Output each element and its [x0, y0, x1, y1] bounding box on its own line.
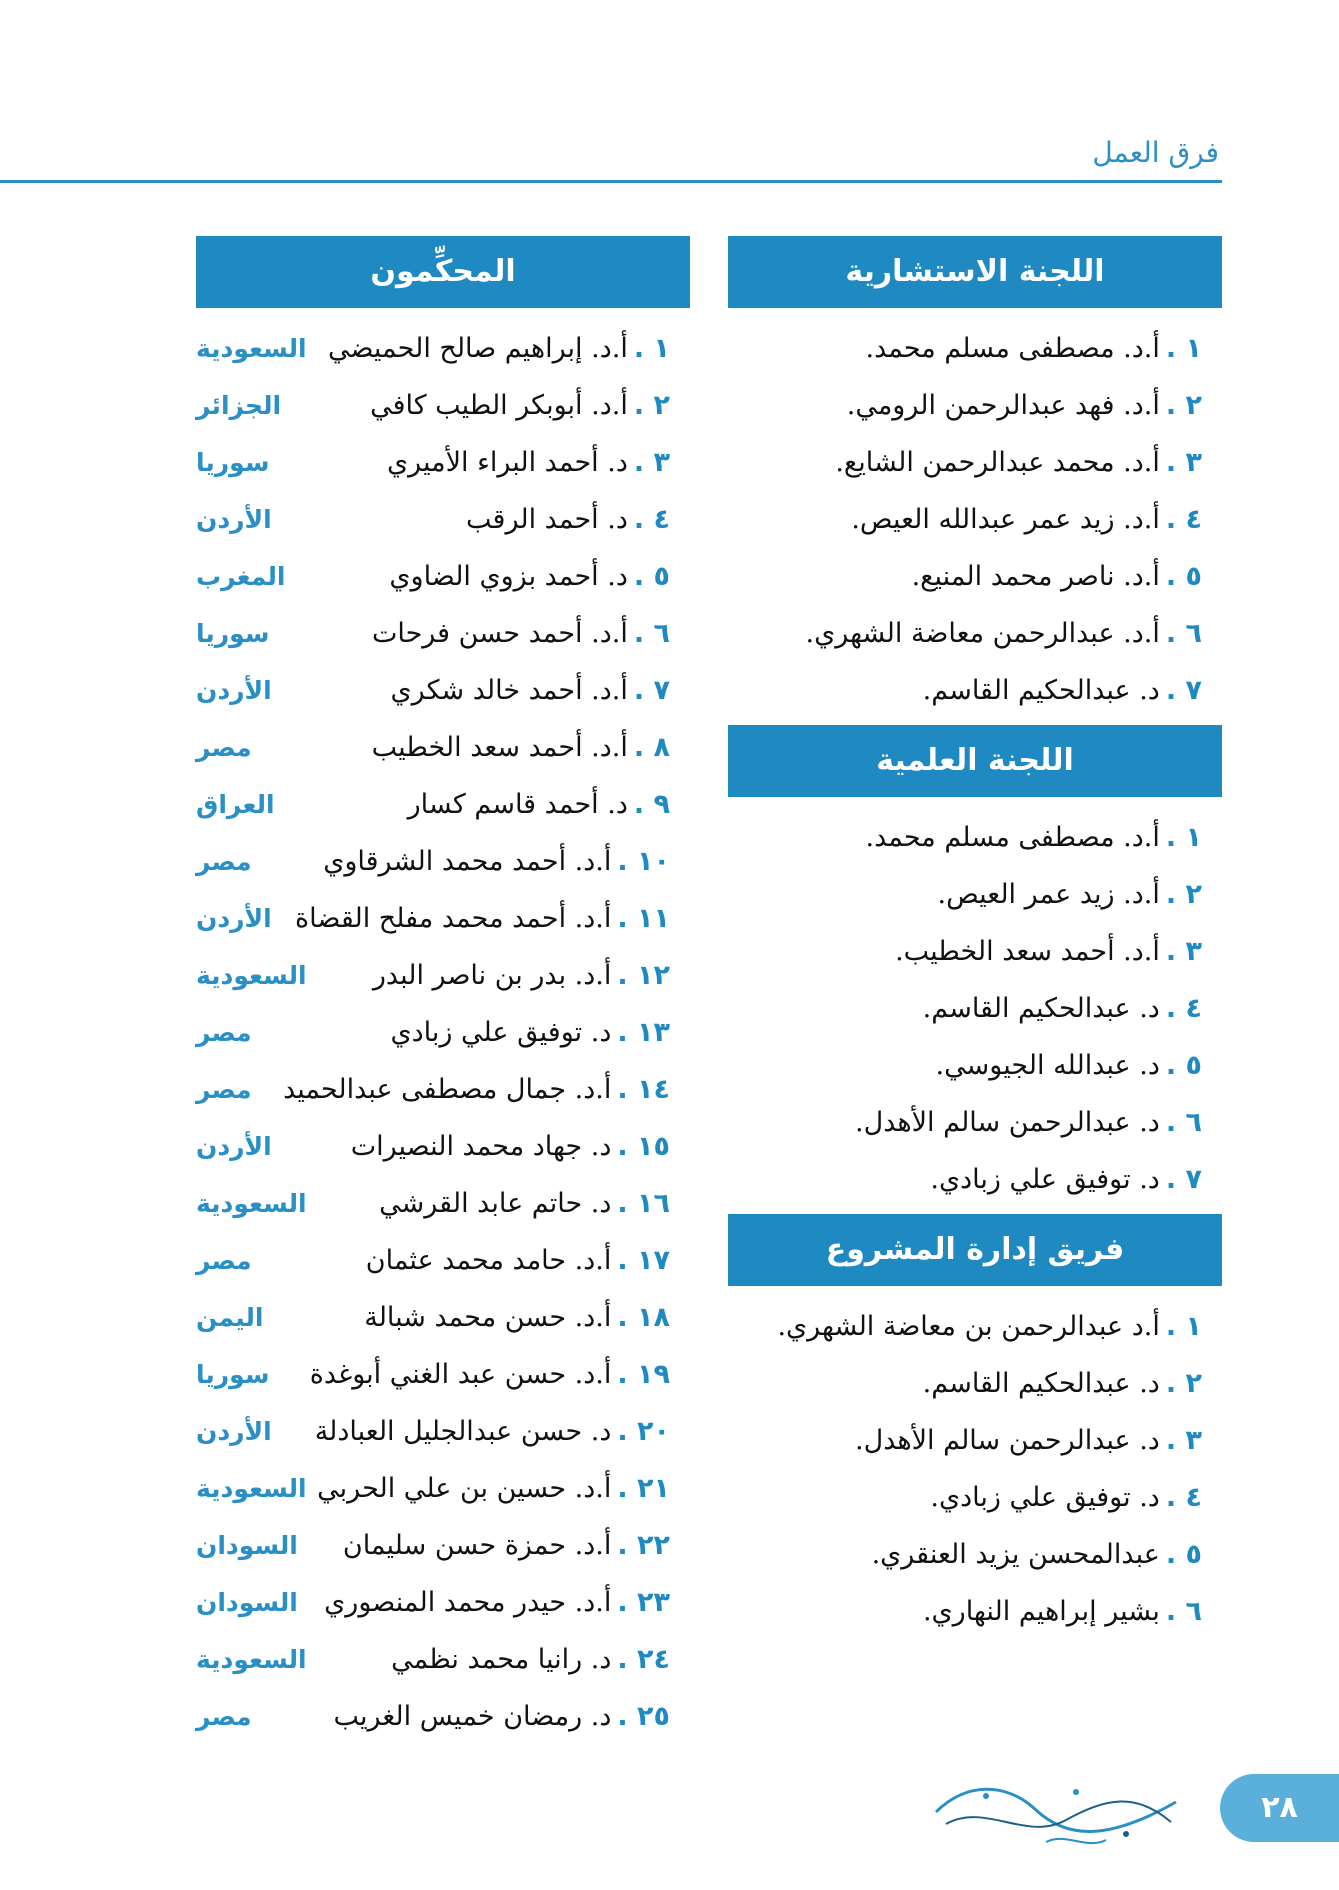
judge-entry [366, 1232, 670, 1289]
list-item [728, 662, 1202, 719]
item-number: ٢ . [1165, 879, 1202, 910]
member-name: د. عبدالحكيم القاسم. [922, 993, 1160, 1024]
member-name: أ.د. زيد عمر العيص. [937, 879, 1160, 910]
judge-country: الأردن [196, 676, 272, 705]
list-item [728, 1412, 1202, 1469]
item-number: ٢١ . [617, 1473, 670, 1504]
judge-entry [390, 1004, 670, 1061]
list-item [196, 320, 670, 377]
member-name: أ.د. ناصر محمد المنيع. [911, 561, 1160, 592]
judge-name: د. أحمد قاسم كسار [407, 789, 628, 820]
member-name: د. توفيق علي زبادي. [930, 1482, 1160, 1513]
item-number: ١٦ . [617, 1188, 670, 1219]
member-name: د. عبدالله الجيوسي. [935, 1050, 1160, 1081]
item-number: ٧ . [633, 675, 670, 706]
list-item [196, 491, 670, 548]
item-number: ٥ . [633, 561, 670, 592]
judge-country: الأردن [196, 505, 272, 534]
item-number: ١ . [1165, 333, 1202, 364]
list-item [196, 1232, 670, 1289]
member-name: د. عبدالرحمن سالم الأهدل. [855, 1425, 1160, 1456]
judge-country: مصر [196, 733, 252, 762]
advisory-committee-heading: اللجنة الاستشارية [728, 236, 1222, 308]
list-item [196, 776, 670, 833]
judge-name: أ.د. أحمد محمد مفلح القضاة [295, 903, 612, 934]
item-number: ٢٤ . [617, 1644, 670, 1675]
judge-name: أ.د. حامد محمد عثمان [365, 1245, 612, 1276]
judge-country: الأردن [196, 904, 272, 933]
item-number: ٢ . [1165, 1368, 1202, 1399]
item-number: ١ . [1165, 1311, 1202, 1342]
judge-entry [317, 1460, 670, 1517]
list-item [728, 1526, 1202, 1583]
list-item [728, 1151, 1202, 1208]
list-item [196, 1631, 670, 1688]
judge-name: أ.د. أحمد حسن فرحات [371, 618, 628, 649]
judge-country: الأردن [196, 1132, 272, 1161]
item-number: ٥ . [1165, 1050, 1202, 1081]
judge-country: الجزائر [196, 391, 282, 420]
judge-name: أ.د. حسن محمد شبالة [364, 1302, 612, 1333]
judge-country: المغرب [196, 562, 286, 591]
judge-entry [295, 890, 670, 947]
list-item [728, 548, 1202, 605]
judge-entry [364, 1289, 670, 1346]
list-item [196, 1574, 670, 1631]
scientific-committee-heading: اللجنة العلمية [728, 725, 1222, 797]
list-item [196, 1460, 670, 1517]
judge-name: أ.د. حسين بن علي الحربي [317, 1473, 612, 1504]
item-number: ٢٣ . [617, 1587, 670, 1618]
project-team-list [728, 1286, 1222, 1640]
judge-name: د. أحمد البراء الأميري [387, 447, 628, 478]
judge-entry [379, 1175, 670, 1232]
judge-entry [466, 491, 670, 548]
member-name: أ.د. مصطفى مسلم محمد. [865, 822, 1160, 853]
member-name: أ.د عبدالرحمن بن معاضة الشهري. [777, 1311, 1160, 1342]
item-number: ٨ . [633, 732, 670, 763]
judge-entry [328, 320, 670, 377]
judge-name: أ.د. أحمد سعد الخطيب [371, 732, 628, 763]
judge-name: أ.د. إبراهيم صالح الحميضي [327, 333, 628, 364]
item-number: ٢ . [633, 390, 670, 421]
member-name: أ.د. محمد عبدالرحمن الشايع. [835, 447, 1160, 478]
item-number: ١ . [633, 333, 670, 364]
judge-entry [333, 1688, 670, 1745]
item-number: ١٠ . [617, 846, 670, 877]
item-number: ١١ . [617, 903, 670, 934]
judge-country: مصر [196, 1246, 252, 1275]
judge-country: مصر [196, 1018, 252, 1047]
list-item [196, 1118, 670, 1175]
list-item [196, 662, 670, 719]
judge-name: أ.د. جمال مصطفى عبدالحميد [283, 1074, 612, 1105]
item-number: ٥ . [1165, 561, 1202, 592]
right-column [728, 236, 1222, 1640]
judge-country: سوريا [196, 1360, 270, 1389]
list-item [196, 605, 670, 662]
judge-country: السعودية [196, 1474, 307, 1503]
judge-name: د. حاتم عابد القرشي [379, 1188, 612, 1219]
left-column [196, 236, 690, 1745]
item-number: ٩ . [633, 789, 670, 820]
judge-entry [391, 662, 670, 719]
list-item [196, 377, 670, 434]
list-item [196, 1289, 670, 1346]
item-number: ١٣ . [617, 1017, 670, 1048]
list-item [728, 491, 1202, 548]
judge-entry [391, 1631, 670, 1688]
judge-entry [324, 1574, 670, 1631]
judge-country: السعودية [196, 1189, 307, 1218]
item-number: ٣ . [1165, 936, 1202, 967]
item-number: ٦ . [1165, 1596, 1202, 1627]
list-item [728, 1355, 1202, 1412]
judge-country: السودان [196, 1531, 298, 1560]
member-name: د. عبدالرحمن سالم الأهدل. [855, 1107, 1160, 1138]
list-item [728, 605, 1202, 662]
member-name: عبدالمحسن يزيد العنقري. [871, 1539, 1160, 1570]
judge-entry [343, 1517, 670, 1574]
list-item [196, 833, 670, 890]
member-name: د. توفيق علي زبادي. [930, 1164, 1160, 1195]
member-name: أ.د. مصطفى مسلم محمد. [865, 333, 1160, 364]
list-item [196, 890, 670, 947]
item-number: ٣ . [633, 447, 670, 478]
item-number: ٦ . [633, 618, 670, 649]
judge-entry [315, 1403, 670, 1460]
item-number: ١٨ . [617, 1302, 670, 1333]
judge-entry [370, 377, 670, 434]
member-name: بشير إبراهيم النهاري. [922, 1596, 1160, 1627]
judges-list [196, 308, 690, 1745]
judge-name: أ.د. أحمد محمد الشرقاوي [323, 846, 612, 877]
scientific-committee-list [728, 797, 1222, 1208]
judge-country: مصر [196, 1702, 252, 1731]
list-item [196, 548, 670, 605]
list-item [728, 980, 1202, 1037]
judge-name: أ.د. أحمد خالد شكري [390, 675, 628, 706]
list-item [196, 1175, 670, 1232]
header-rule [0, 180, 1222, 183]
judge-country: مصر [196, 847, 252, 876]
judge-entry [408, 776, 670, 833]
judge-name: أ.د. حسن عبد الغني أبوغدة [309, 1359, 612, 1390]
judge-entry [373, 947, 670, 1004]
list-item [196, 1061, 670, 1118]
judge-entry [372, 719, 670, 776]
judge-name: د. رمضان خميس الغريب [333, 1701, 612, 1732]
judge-country: الأردن [196, 1417, 272, 1446]
item-number: ١٤ . [617, 1074, 670, 1105]
item-number: ٢٥ . [617, 1701, 670, 1732]
page-header-title: فرق العمل [1092, 136, 1219, 169]
item-number: ٦ . [1165, 1107, 1202, 1138]
judge-entry [387, 434, 670, 491]
item-number: ١٢ . [617, 960, 670, 991]
item-number: ٧ . [1165, 1164, 1202, 1195]
list-item [196, 434, 670, 491]
item-number: ١ . [1165, 822, 1202, 853]
judge-name: د. رانيا محمد نظمي [391, 1644, 612, 1675]
item-number: ٦ . [1165, 618, 1202, 649]
page-number: ٢٨ [1220, 1774, 1339, 1842]
list-item [728, 320, 1202, 377]
item-number: ٢٠ . [617, 1416, 670, 1447]
judge-country: سوريا [196, 619, 270, 648]
judge-country: سوريا [196, 448, 270, 477]
project-team-heading: فريق إدارة المشروع [728, 1214, 1222, 1286]
item-number: ٧ . [1165, 675, 1202, 706]
judge-name: د. أحمد الرقب [466, 504, 628, 535]
item-number: ١٩ . [617, 1359, 670, 1390]
judge-name: أ.د. بدر بن ناصر البدر [372, 960, 612, 991]
item-number: ١٥ . [617, 1131, 670, 1162]
list-item [728, 866, 1202, 923]
judge-name: د. أحمد بزوي الضاوي [389, 561, 628, 592]
member-name: أ.د. عبدالرحمن معاضة الشهري. [805, 618, 1160, 649]
judge-entry [310, 1346, 670, 1403]
list-item [728, 1583, 1202, 1640]
judge-country: السعودية [196, 961, 307, 990]
member-name: أ.د. زيد عمر عبدالله العيص. [851, 504, 1160, 535]
item-number: ٣ . [1165, 1425, 1202, 1456]
member-name: د. عبدالحكيم القاسم. [922, 675, 1160, 706]
list-item [728, 1037, 1202, 1094]
list-item [196, 1004, 670, 1061]
item-number: ٤ . [1165, 1482, 1202, 1513]
member-name: أ.د. أحمد سعد الخطيب. [895, 936, 1160, 967]
list-item [196, 719, 670, 776]
item-number: ١٧ . [617, 1245, 670, 1276]
advisory-committee-list [728, 308, 1222, 719]
list-item [196, 1346, 670, 1403]
list-item [728, 1469, 1202, 1526]
list-item [728, 1094, 1202, 1151]
list-item [728, 434, 1202, 491]
encyclopedia-logo [926, 1772, 1186, 1856]
list-item [196, 1403, 670, 1460]
judge-entry [372, 605, 670, 662]
judges-heading: المحكِّمون [196, 236, 690, 308]
judge-country: السودان [196, 1588, 298, 1617]
judge-name: أ.د. أبوبكر الطيب كافي [370, 390, 628, 421]
list-item [728, 377, 1202, 434]
list-item [728, 809, 1202, 866]
judge-name: د. حسن عبدالجليل العبادلة [314, 1416, 612, 1447]
list-item [728, 1298, 1202, 1355]
judge-entry [351, 1118, 670, 1175]
item-number: ٤ . [1165, 504, 1202, 535]
item-number: ٢ . [1165, 390, 1202, 421]
item-number: ٣ . [1165, 447, 1202, 478]
item-number: ٥ . [1165, 1539, 1202, 1570]
item-number: ٤ . [1165, 993, 1202, 1024]
member-name: د. عبدالحكيم القاسم. [922, 1368, 1160, 1399]
judge-country: العراق [196, 790, 275, 819]
item-number: ٤ . [633, 504, 670, 535]
judge-entry [323, 833, 670, 890]
judge-name: أ.د. حمزة حسن سليمان [342, 1530, 612, 1561]
list-item [196, 947, 670, 1004]
judge-entry [283, 1061, 670, 1118]
judge-country: اليمن [196, 1303, 264, 1332]
judge-entry [389, 548, 670, 605]
judge-name: أ.د. حيدر محمد المنصوري [324, 1587, 612, 1618]
list-item [196, 1517, 670, 1574]
judge-country: السعودية [196, 334, 307, 363]
judge-name: د. جهاد محمد النصيرات [350, 1131, 612, 1162]
judge-country: مصر [196, 1075, 252, 1104]
item-number: ٢٢ . [617, 1530, 670, 1561]
judge-country: السعودية [196, 1645, 307, 1674]
list-item [728, 923, 1202, 980]
judge-name: د. توفيق علي زبادي [390, 1017, 612, 1048]
list-item [196, 1688, 670, 1745]
member-name: أ.د. فهد عبدالرحمن الرومي. [846, 390, 1160, 421]
